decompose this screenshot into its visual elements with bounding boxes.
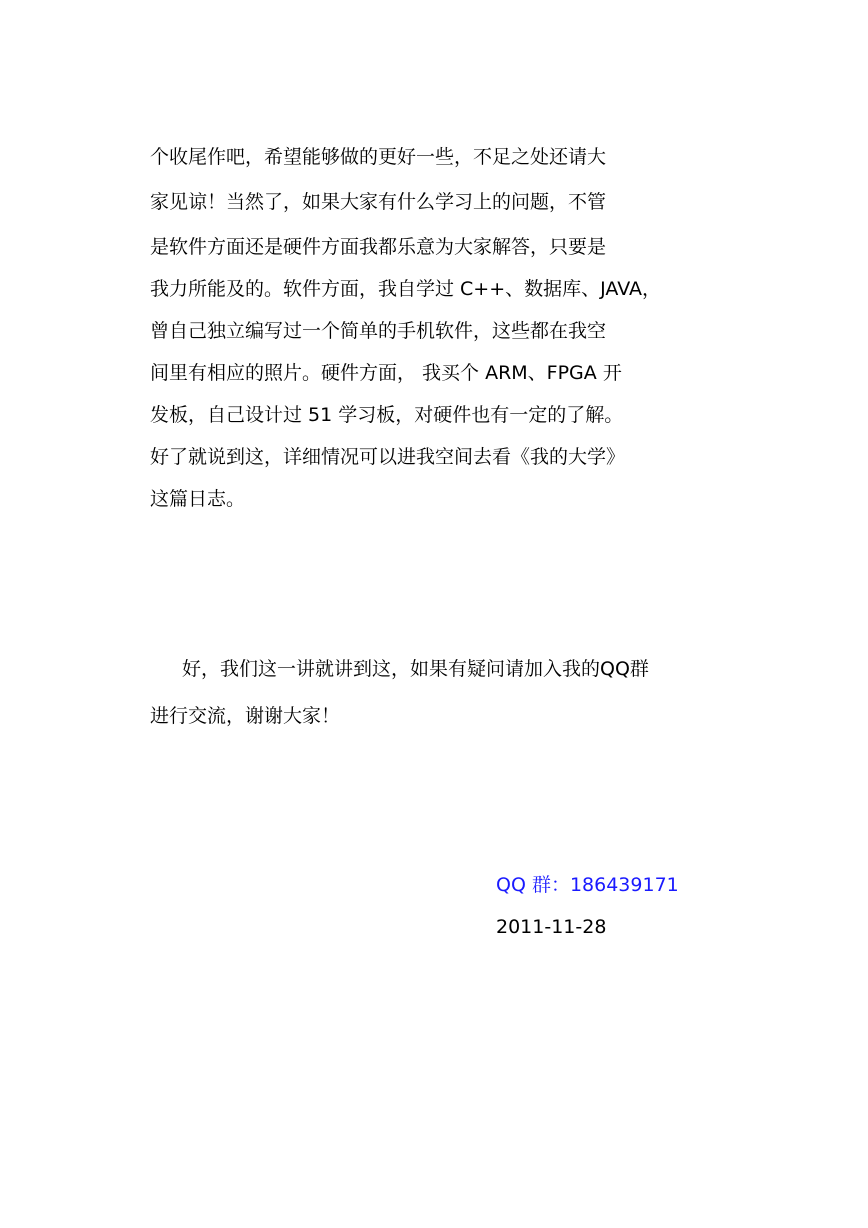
paragraph-line: 我力所能及的。软件方面，我自学过 C++、数据库、JAVA， — [150, 278, 661, 300]
closing-line: 好，我们这一讲就讲到这，如果有疑问请加入我的QQ群 — [182, 658, 649, 680]
paragraph-line: 家见谅！当然了，如果大家有什么学习上的问题，不管 — [150, 191, 607, 213]
paragraph-line: 好了就说到这，详细情况可以进我空间去看《我的大学》 — [150, 446, 626, 468]
paragraph-line: 间里有相应的照片。硬件方面， 我买个 ARM、FPGA 开 — [150, 362, 622, 384]
paragraph-line: 发板，自己设计过 51 学习板，对硬件也有一定的了解。 — [150, 404, 624, 426]
closing-line: 进行交流，谢谢大家！ — [150, 705, 341, 727]
qq-group-link[interactable]: QQ 群：186439171 — [496, 874, 679, 896]
paragraph-line: 个收尾作吧，希望能够做的更好一些，不足之处还请大 — [150, 146, 607, 168]
date-text: 2011-11-28 — [496, 916, 607, 938]
paragraph-line: 是软件方面还是硬件方面我都乐意为大家解答，只要是 — [150, 236, 607, 258]
paragraph-line: 曾自己独立编写过一个简单的手机软件，这些都在我空 — [150, 320, 607, 342]
paragraph-line: 这篇日志。 — [150, 488, 246, 510]
